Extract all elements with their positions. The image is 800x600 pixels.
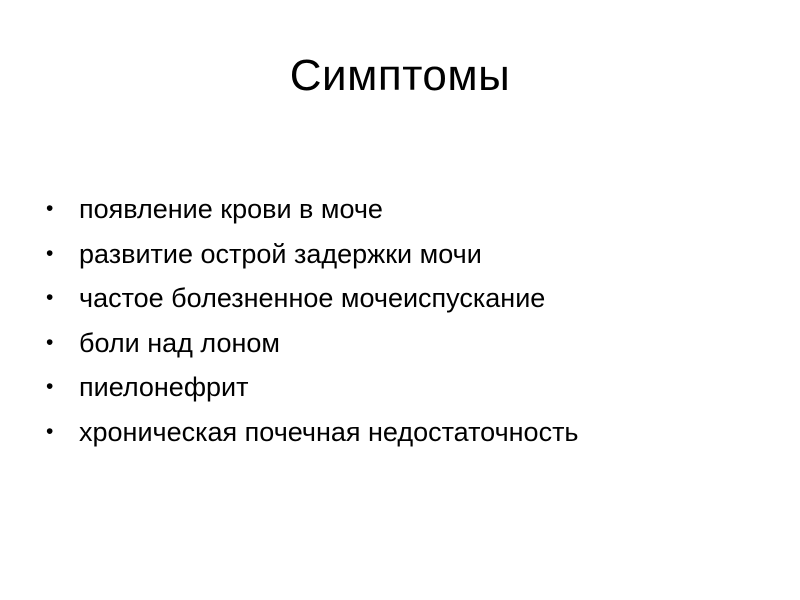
list-item-text: развитие острой задержки мочи [79, 238, 482, 269]
bullet-icon: • [46, 375, 54, 399]
list-item [40, 232, 780, 277]
list-item-text: частое болезненное мочеиспускание [79, 283, 546, 314]
list-item-text: боли над лоном [79, 327, 280, 358]
symptoms-list [40, 187, 780, 454]
list-item-text: хроническая почечная недостаточность [79, 416, 579, 447]
list-item [40, 276, 780, 321]
list-item [40, 365, 780, 410]
bullet-icon: • [46, 197, 54, 221]
list-item-text: появление крови в моче [79, 194, 383, 225]
list-item [40, 321, 780, 366]
list-item [40, 410, 780, 455]
bullet-icon: • [46, 330, 54, 354]
list-item [40, 187, 780, 232]
bullet-icon: • [46, 286, 54, 310]
bullet-icon: • [46, 241, 54, 265]
bullet-icon: • [46, 419, 54, 443]
page-title: Симптомы [289, 51, 511, 100]
list-item-text: пиелонефрит [79, 372, 249, 403]
